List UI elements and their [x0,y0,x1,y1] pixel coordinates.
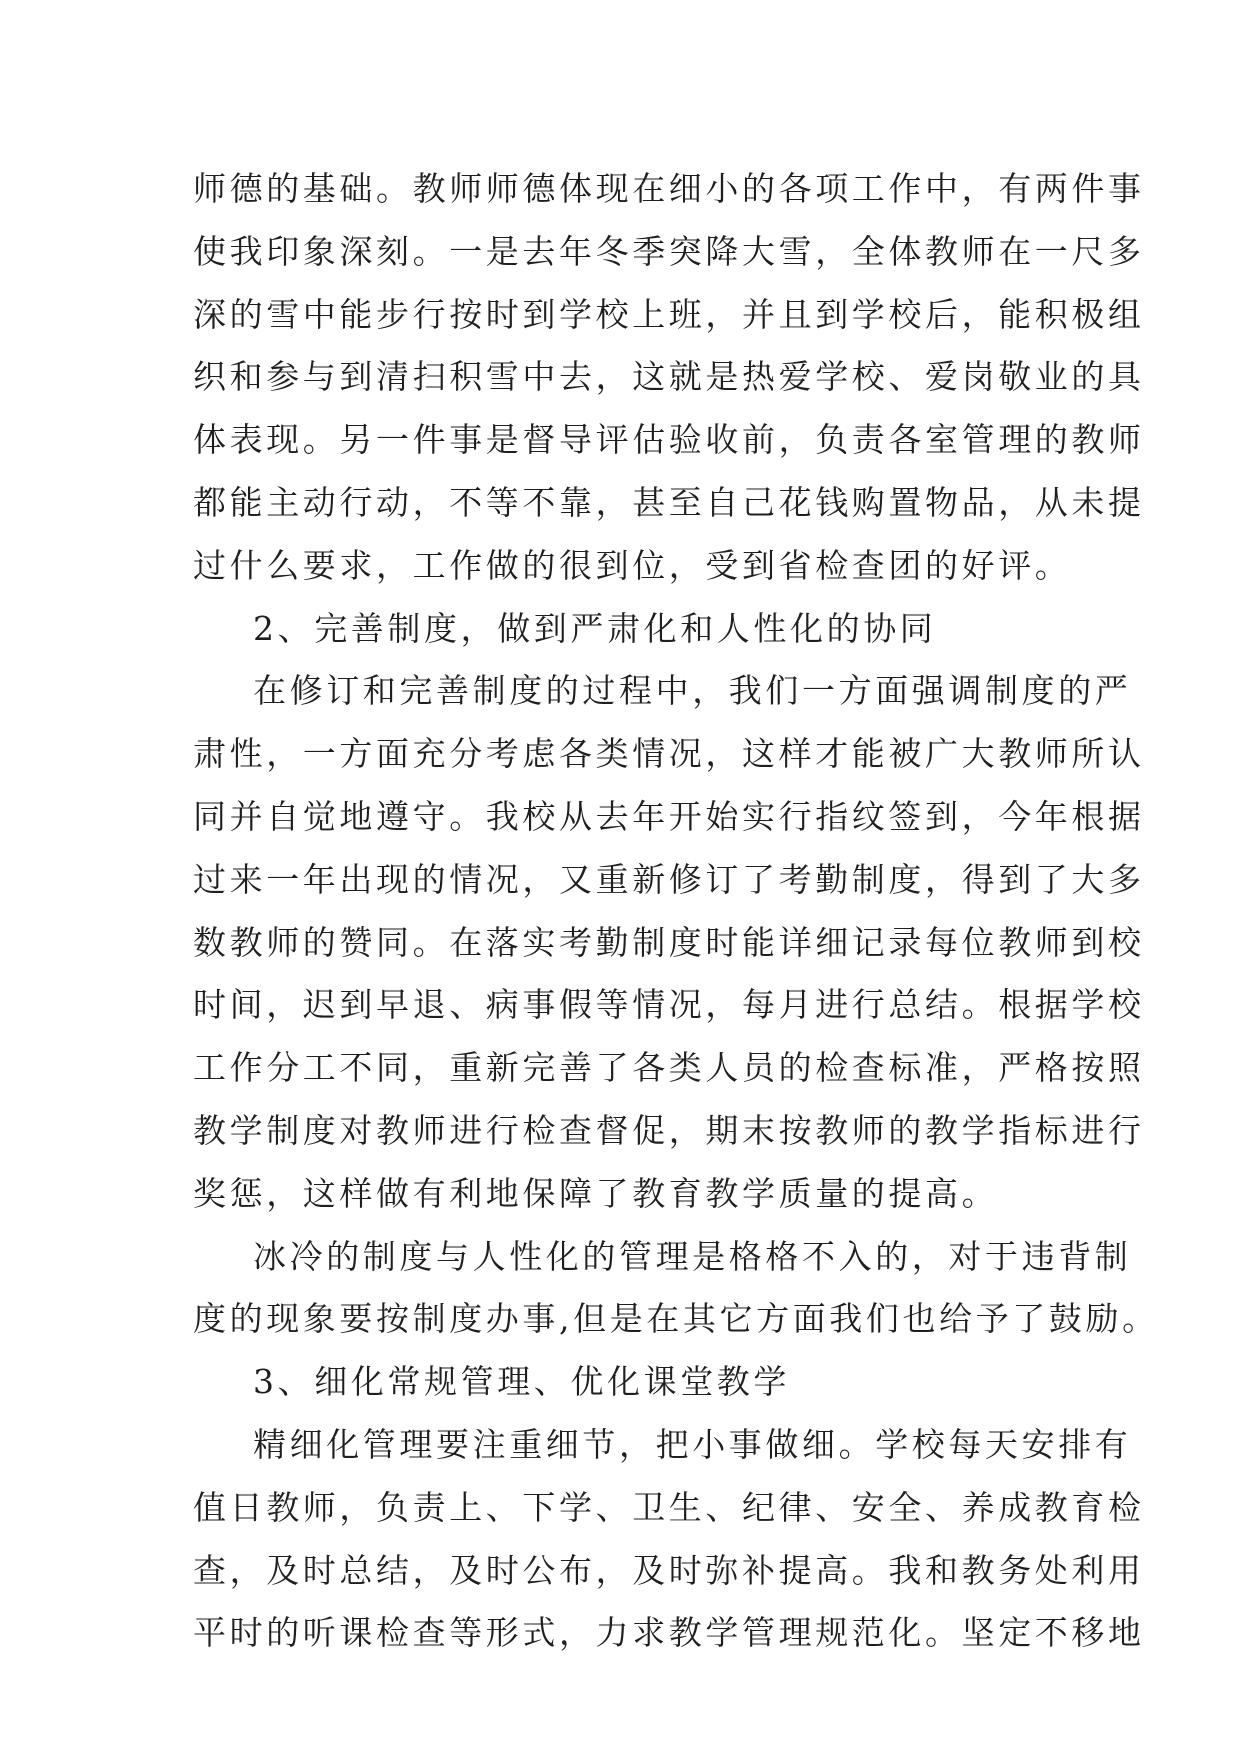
text-line: 过什么要求，工作做的很到位，受到省检查团的好评。 [193,545,1072,585]
text-line: 深的雪中能步行按时到学校上班，并且到学校后，能积极组 [193,294,1145,334]
text-line: 精细化管理要注重细节，把小事做细。学校每天安排有 [253,1424,1132,1464]
text-line: 同并自觉地遵守。我校从去年开始实行指纹签到，今年根据 [193,796,1145,836]
text-line: 值日教师，负责上、下学、卫生、纪律、安全、养成教育检 [193,1487,1145,1527]
text-line: 奖惩，这样做有利地保障了教育教学质量的提高。 [193,1173,999,1213]
text-line: 教学制度对教师进行检查督促，期末按教师的教学指标进行 [193,1110,1145,1150]
text-line: 数教师的赞同。在落实考勤制度时能详细记录每位教师到校 [193,922,1145,962]
text-line: 都能主动行动，不等不靠，甚至自己花钱购置物品，从未提 [193,482,1145,522]
text-line: 度的现象要按制度办事,但是在其它方面我们也给予了鼓励。 [193,1299,1159,1339]
text-line: 平时的听课检查等形式，力求教学管理规范化。坚定不移地 [193,1613,1145,1653]
text-line: 时间，迟到早退、病事假等情况，每月进行总结。根据学校 [193,985,1145,1025]
text-line: 使我印象深刻。一是去年冬季突降大雪，全体教师在一尺多 [193,231,1145,271]
body-text [193,158,1159,1665]
text-line: 肃性，一方面充分考虑各类情况，这样才能被广大教师所认 [193,734,1145,774]
text-line: 在修订和完善制度的过程中，我们一方面强调制度的严 [253,671,1132,711]
text-line: 冰冷的制度与人性化的管理是格格不入的，对于违背制 [253,1236,1132,1276]
text-line: 师德的基础。教师师德体现在细小的各项工作中，有两件事 [193,169,1145,208]
text-line: 工作分工不同，重新完善了各类人员的检查标准，严格按照 [193,1048,1145,1088]
section-heading: 3、细化常规管理、优化课堂教学 [253,1362,790,1402]
text-line: 体表现。另一件事是督导评估验收前，负责各室管理的教师 [193,420,1145,460]
text-line: 织和参与到清扫积雪中去，这就是热爱学校、爱岗敬业的具 [193,357,1145,397]
text-line: 查，及时总结，及时公布，及时弥补提高。我和教务处利用 [193,1550,1145,1590]
text-line: 过来一年出现的情况，又重新修订了考勤制度，得到了大多 [193,859,1145,899]
section-heading: 2、完善制度，做到严肃化和人性化的协同 [253,608,937,648]
